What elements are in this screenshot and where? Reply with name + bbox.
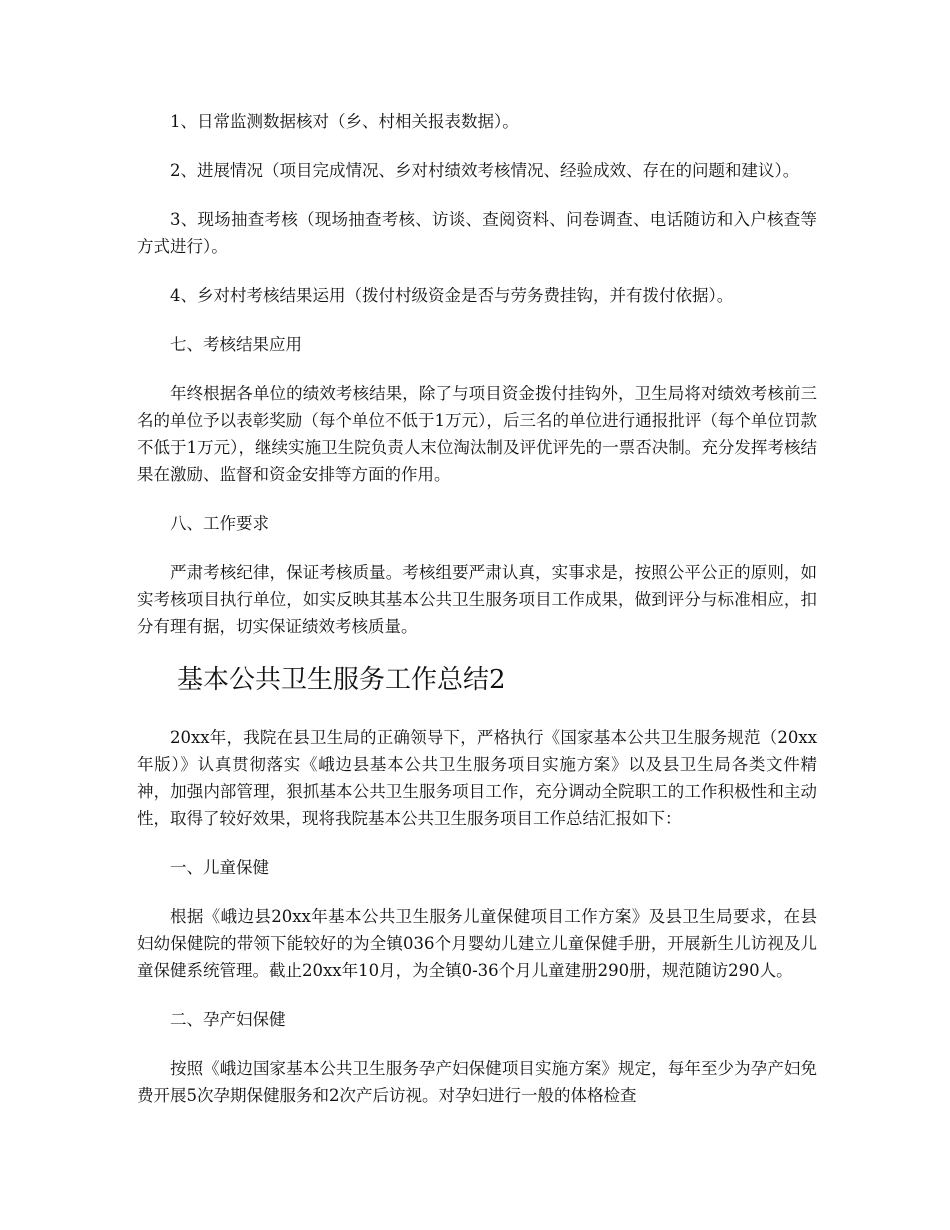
paragraph-maternal-health: 按照《峨边国家基本公共卫生服务孕产妇保健项目实施方案》规定，每年至少为孕产妇免费开展5次孕期保健服务和2次产后访视。对孕妇进行一般的体格检查 (137, 1059, 817, 1105)
paragraph-introduction: 20xx年，我院在县卫生局的正确领导下，严格执行《国家基本公共卫生服务规范（20xx年版）》认真贯彻落实《峨边县基本公共卫生服务项目实施方案》以及县卫生局各类文件精神，加强内部管理，狠抓基本公共卫生服务项目工作，充分调动全院职工的工作积极性和主动性，取得了较好效果，现将我院基本公共卫生服务项目工作总结汇报如下： (137, 728, 817, 828)
paragraph-work-requirements: 严肃考核纪律，保证考核质量。考核组要严肃认真，实事求是，按照公平公正的原则，如实考核项目执行单位，如实反映其基本公共卫生服务项目工作成果，做到评分与标准相应，扣分有理有据，切实保证绩效考核质量。 (137, 563, 817, 636)
section-heading-seven: 七、考核结果应用 (170, 335, 302, 354)
section-heading-child-health: 一、儿童保健 (170, 858, 269, 877)
document-title: 基本公共卫生服务工作总结2 (177, 665, 506, 695)
document-page (137, 108, 817, 1131)
paragraph-item-1: 1、日常监测数据核对（乡、村相关报表数据）。 (170, 112, 519, 131)
section-heading-maternal-health: 二、孕产妇保健 (170, 1010, 286, 1029)
paragraph-item-4: 4、乡对村考核结果运用（拨付村级资金是否与劳务费挂钩，并有拨付依据）。 (170, 286, 734, 305)
section-heading-eight: 八、工作要求 (170, 514, 269, 533)
paragraph-item-3: 3、现场抽查考核（现场抽查考核、访谈、查阅资料、问卷调查、电话随访和入户核查等方式进行）。 (137, 210, 817, 256)
paragraph-results-application: 年终根据各单位的绩效考核结果，除了与项目资金拨付挂钩外，卫生局将对绩效考核前三名的单位予以表彰奖励（每个单位不低于1万元），后三名的单位进行通报批评（每个单位罚款不低于1万元），继续实施卫生院负责人末位淘汰制及评优评先的一票否决制。充分发挥考核结果在激励、监督和资金安排等方面的作用。 (137, 384, 817, 484)
paragraph-child-health: 根据《峨边县20xx年基本公共卫生服务儿童保健项目工作方案》及县卫生局要求，在县妇幼保健院的带领下能较好的为全镇036个月婴幼儿建立儿童保健手册，开展新生儿访视及儿童保健系统管理。截止20xx年10月，为全镇0-36个月儿童建册290册，规范随访290人。 (137, 907, 817, 980)
paragraph-item-2: 2、进展情况（项目完成情况、乡对村绩效考核情况、经验成效、存在的问题和建议）。 (170, 161, 800, 180)
